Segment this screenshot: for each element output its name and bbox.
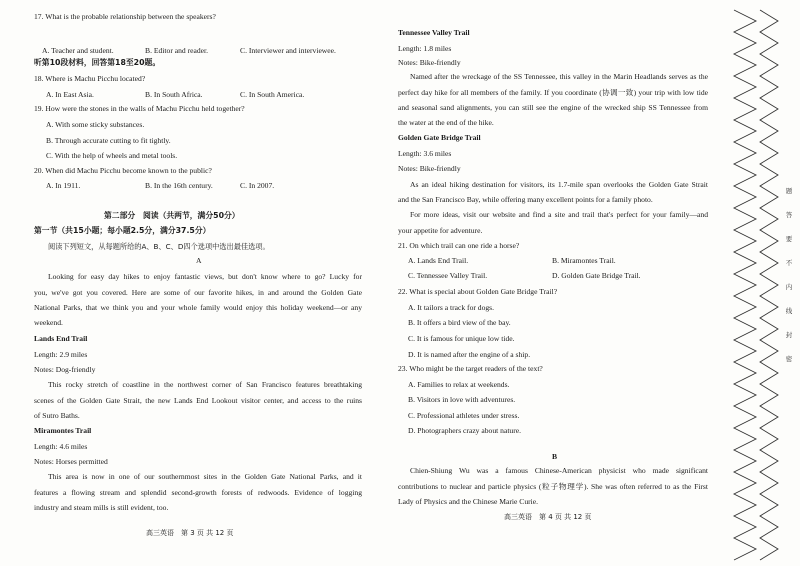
trail2-desc-1: This area is now in one of our southernmost sites in the Golden Gate National Parks, and it — [48, 472, 362, 481]
trail3-desc-3: and seasonal sand alignments, you can still see the engine of the wrecked ship SS Tennessee from — [398, 103, 708, 112]
passage-b-label: B — [552, 452, 558, 461]
trail3-desc-4: the water at the end of the hike. — [398, 118, 494, 127]
q19-option-c[interactable]: C. With the help of wheels and metal tools. — [46, 151, 178, 160]
trail1-desc-3: of Sutro Baths. — [34, 411, 80, 420]
outro-line-1: For more ideas, visit our website and find a site and trail that's perfect for your family—and — [410, 210, 708, 219]
q21-option-a[interactable]: A. Lands End Trail. — [408, 256, 469, 265]
q21-option-b[interactable]: B. Miramontes Trail. — [552, 256, 616, 265]
q22-option-c[interactable]: C. It is famous for unique low tide. — [408, 334, 515, 343]
q18-stem: 18. Where is Machu Picchu located? — [34, 74, 146, 83]
intro-line-4: weekend. — [34, 318, 63, 327]
right-page — [388, 0, 726, 566]
left-page-footer: 高三英语 第 3 页 共 12 页 — [146, 529, 234, 537]
trail3-desc-1: Named after the wreckage of the SS Tennessee, this valley in the Marin Headlands serves as the — [410, 72, 708, 81]
q22-option-d[interactable]: D. It is named after the engine of a ship. — [408, 350, 531, 359]
q21-option-d[interactable]: D. Golden Gate Bridge Trail. — [552, 271, 641, 280]
trail3-name: Tennessee Valley Trail — [398, 28, 470, 37]
passage-b-line-1: Chien-Shiung Wu was a famous Chinese-American physicist who made significant — [410, 466, 708, 475]
trail2-name: Miramontes Trail — [34, 426, 92, 435]
q22-option-a[interactable]: A. It tailors a track for dogs. — [408, 303, 495, 312]
passage-a-label: A — [196, 256, 202, 265]
trail2-desc-3: industry and steam mills is still evident, too. — [34, 503, 169, 512]
q23-option-d[interactable]: D. Photographers crazy about nature. — [408, 426, 522, 435]
q21-stem: 21. On which trail can one ride a horse? — [398, 241, 520, 250]
instruction-18-20: 听第10段材料，回答第18至20题。 — [34, 58, 161, 67]
q23-option-c[interactable]: C. Professional athletes under stress. — [408, 411, 520, 420]
trail2-notes: Notes: Horses permitted — [34, 457, 108, 466]
passage-b-line-3: Lady of Physics and the Chinese Marie Curie. — [398, 497, 539, 506]
trail2-desc-2: features a flowing stream and splendid second-growth forests of redwoods. Evidence of logging — [34, 488, 362, 497]
intro-line-3: National Parks, that we think you and your whole family would enjoy this holiday weekend—or any — [34, 303, 362, 312]
trail4-desc-2: and the San Francisco Bay, while offering many excellent points for a family photo. — [398, 195, 653, 204]
q17-option-a[interactable]: A. Teacher and student. — [42, 46, 114, 55]
left-page — [0, 0, 388, 566]
passage-b-line-2: contributions to nuclear and particle physics (粒子物理学). She was often referred to as the First — [398, 482, 708, 491]
q19-stem: 19. How were the stones in the walls of Machu Picchu held together? — [34, 104, 245, 113]
q23-option-a[interactable]: A. Families to relax at weekends. — [408, 380, 510, 389]
trail4-desc-1: As an ideal hiking destination for visitors, its 1.7-mile span overlooks the Golden Gate Strait — [410, 180, 708, 189]
intro-line-2: you, we've got you covered. Here are some of our favorite hikes, in and around the Golden Gate — [34, 288, 362, 297]
section1-title: 第一节（共15小题；每小题2.5分，满分37.5分） — [34, 226, 211, 235]
q21-option-c[interactable]: C. Tennessee Valley Trail. — [408, 271, 488, 280]
trail1-name: Lands End Trail — [34, 334, 88, 343]
q23-stem: 23. Who might be the target readers of the text? — [398, 364, 543, 373]
trail4-name: Golden Gate Bridge Trail — [398, 133, 481, 142]
q20-option-b[interactable]: B. In the 16th century. — [145, 181, 213, 190]
trail2-length: Length: 4.6 miles — [34, 442, 88, 451]
trail3-length: Length: 1.8 miles — [398, 44, 452, 53]
q23-option-b[interactable]: B. Visitors in love with adventures. — [408, 395, 516, 404]
q18-option-c[interactable]: C. In South America. — [240, 90, 305, 99]
right-page-footer: 高三英语 第 4 页 共 12 页 — [504, 513, 592, 521]
outro-line-2: your appetite for adventure. — [398, 226, 483, 235]
q17-option-b[interactable]: B. Editor and reader. — [145, 46, 209, 55]
q18-option-a[interactable]: A. In East Asia. — [46, 90, 94, 99]
q20-stem: 20. When did Machu Picchu become known to the public? — [34, 166, 212, 175]
seal-line-label: 题 答 要 不 内 线 封 密 — [785, 187, 793, 363]
q17-stem: 17. What is the probable relationship between the speakers? — [34, 12, 216, 21]
section1-instruction: 阅读下列短文，从每题所给的A、B、C、D四个选项中选出最佳选项。 — [48, 242, 270, 251]
trail1-length: Length: 2.9 miles — [34, 350, 88, 359]
trail1-notes: Notes: Dog-friendly — [34, 365, 96, 374]
q17-option-c[interactable]: C. Interviewer and interviewee. — [240, 46, 336, 55]
trail4-length: Length: 3.6 miles — [398, 149, 452, 158]
trail1-desc-1: This rocky stretch of coastline in the northwest corner of San Francisco features breathtaking — [48, 380, 362, 389]
q20-option-a[interactable]: A. In 1911. — [46, 181, 81, 190]
q22-stem: 22. What is special about Golden Gate Bridge Trail? — [398, 287, 558, 296]
q20-option-c[interactable]: C. In 2007. — [240, 181, 275, 190]
trail4-notes: Notes: Bike-friendly — [398, 164, 461, 173]
part2-title: 第二部分 阅读（共两节，满分50分） — [104, 211, 240, 220]
trail3-desc-2: perfect day hike for all members of the family. If you coordinate (协调一致) your trip with low tide — [398, 88, 708, 97]
q22-option-b[interactable]: B. It offers a bird view of the bay. — [408, 318, 511, 327]
q18-option-b[interactable]: B. In South Africa. — [145, 90, 203, 99]
q19-option-b[interactable]: B. Through accurate cutting to fit tightly. — [46, 136, 171, 145]
q19-option-a[interactable]: A. With some sticky substances. — [46, 120, 145, 129]
intro-line-1: Looking for easy day hikes to enjoy fantastic views, but don't know where to go? Lucky for — [48, 272, 362, 281]
trail3-notes: Notes: Bike-friendly — [398, 58, 461, 67]
trail1-desc-2: scenes of the Golden Gate Strait, the new Lands End Lookout visitor center, and access to the ruins — [34, 396, 362, 405]
